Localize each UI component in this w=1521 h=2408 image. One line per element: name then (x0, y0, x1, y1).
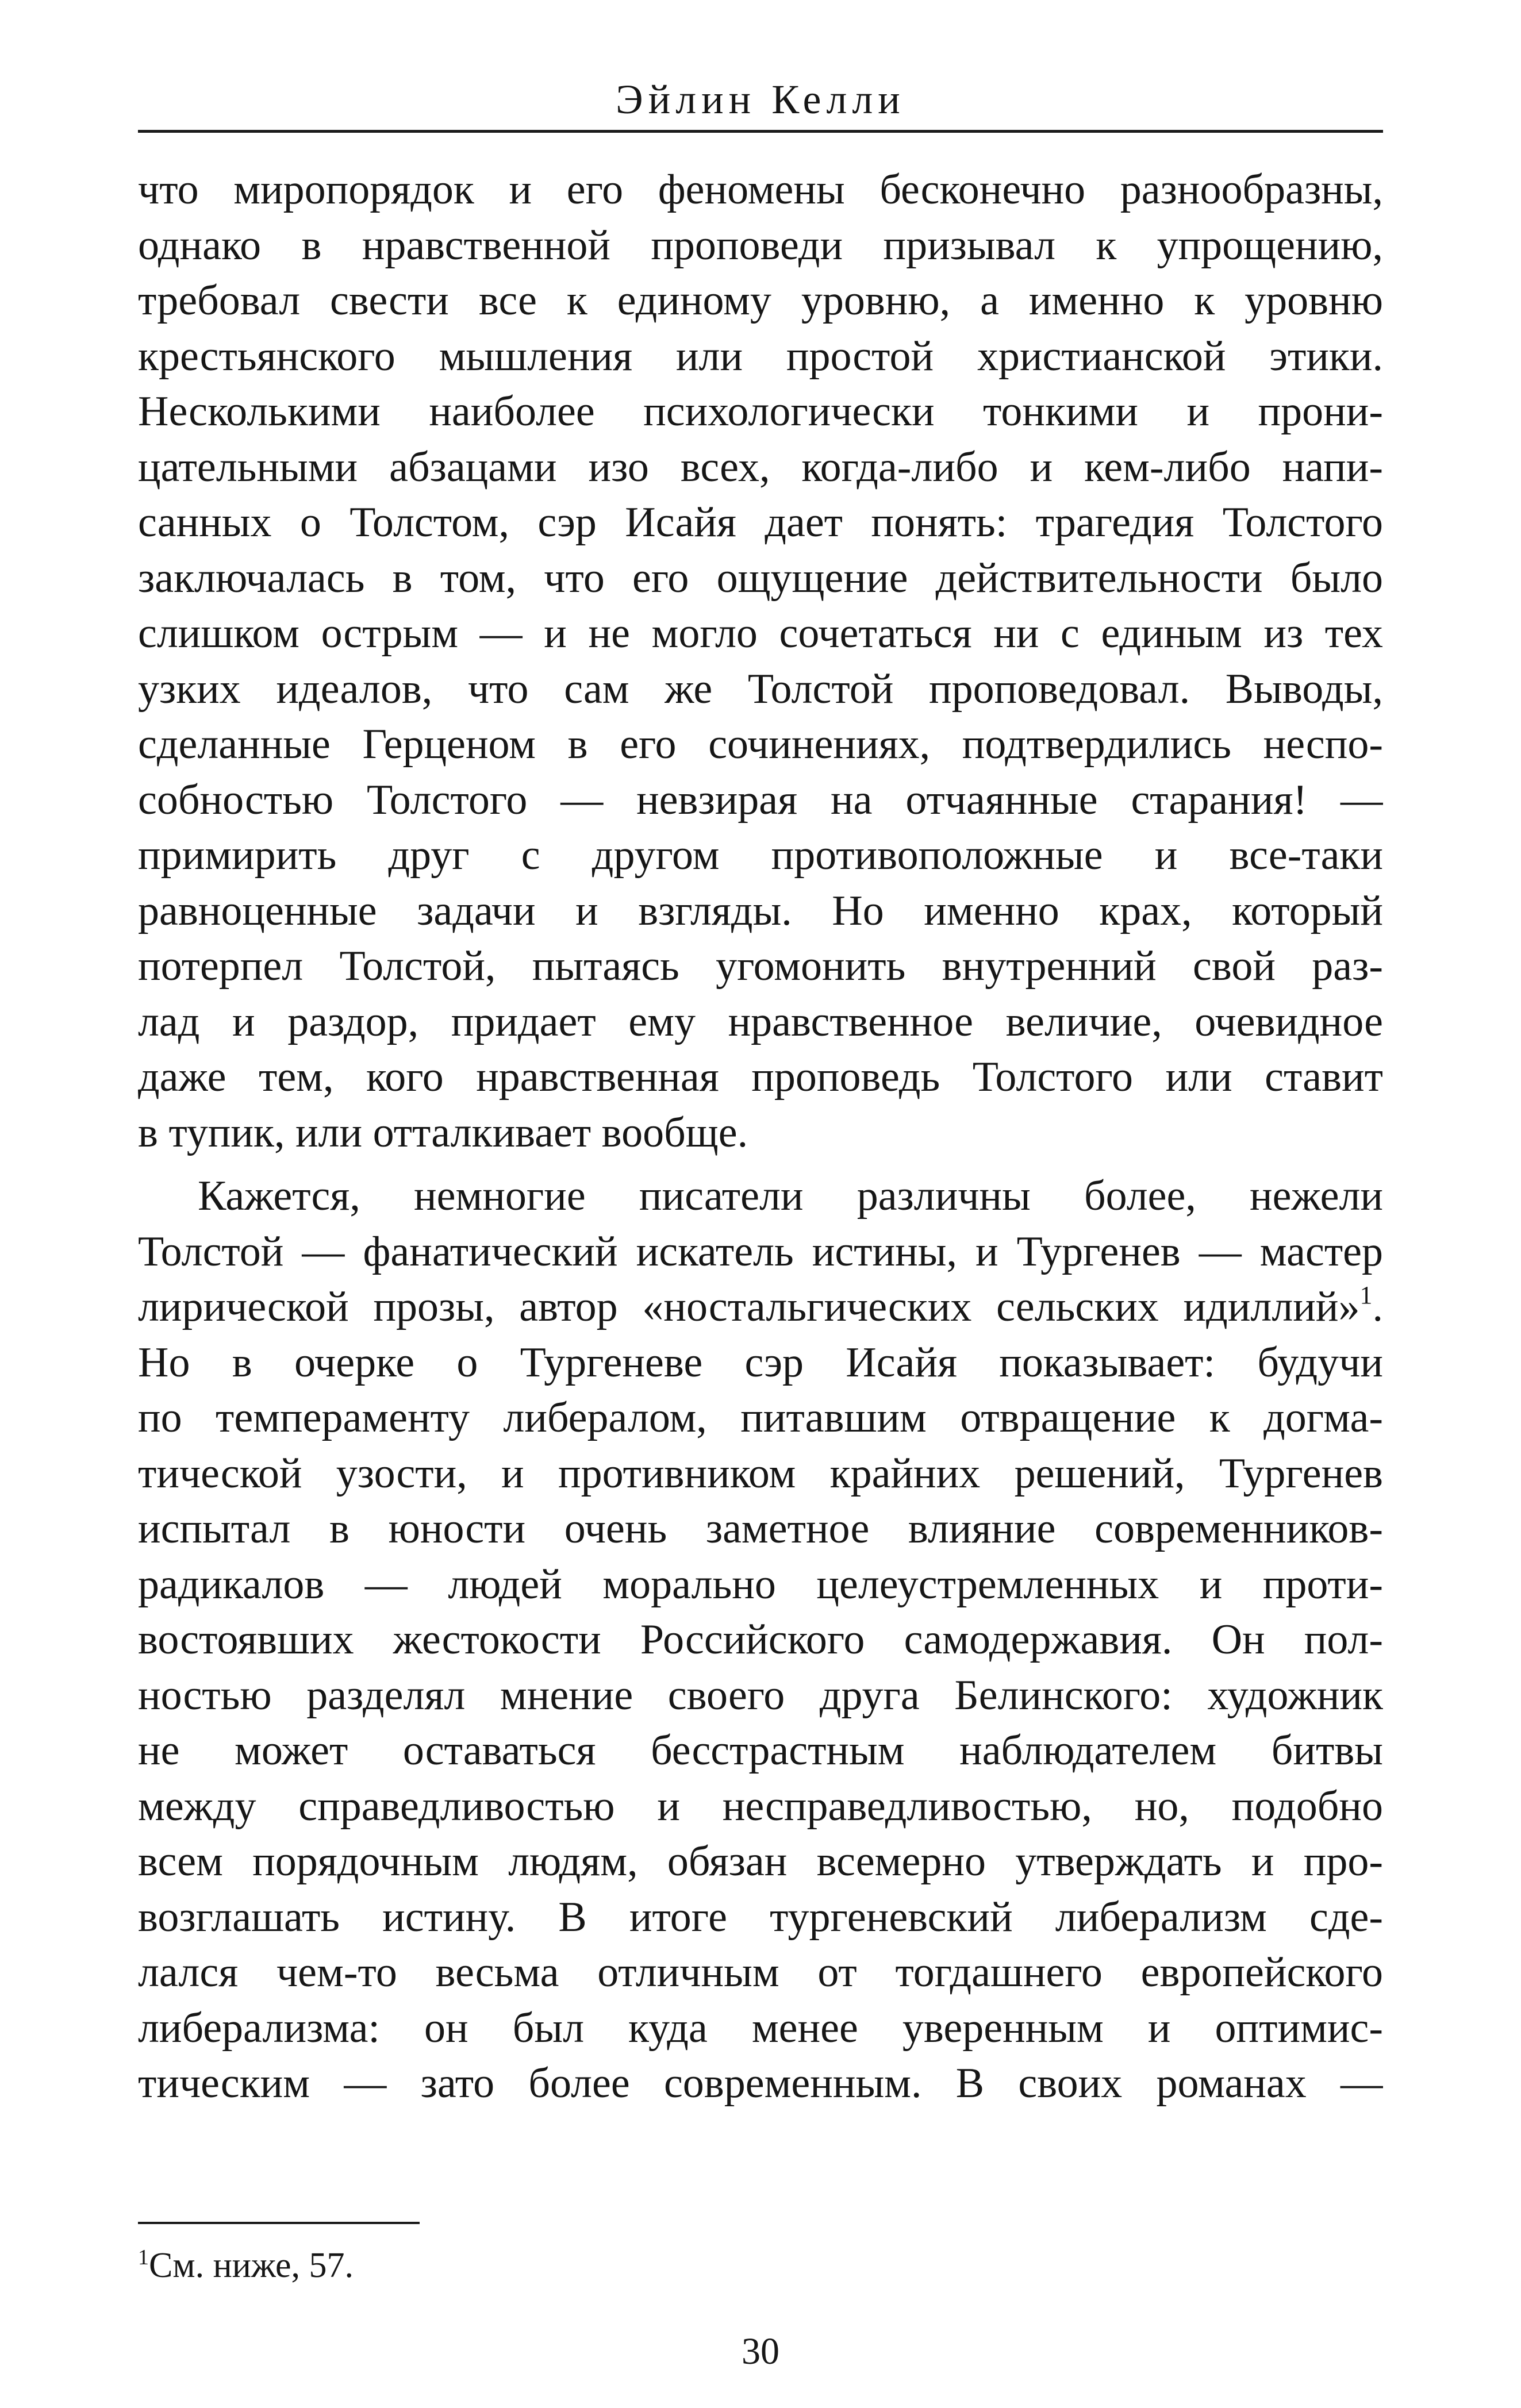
footnote-marker: 1 (138, 2245, 149, 2269)
text-line: собностью Толстого — невзирая на отчаянные старания! — (138, 776, 1383, 824)
text-line: однако в нравственной проповеди призывал к упрощению, (138, 221, 1383, 269)
text-line: санных о Толстом, сэр Исайя дает понять: трагедия Толстого (138, 499, 1383, 546)
text-line: испытал в юности очень заметное влияние современников- (138, 1505, 1383, 1552)
text-line: не может оставаться бесстрастным наблюдателем битвы (138, 1727, 1383, 1774)
text-line: сделанные Герценом в его сочинениях, подтвердились неспо- (138, 721, 1383, 768)
text-line: лался чем-то весьма отличным от тогдашнего европейского (138, 1949, 1383, 1996)
text-line: между справедливостью и несправедливостью, но, подобно (138, 1782, 1383, 1830)
text-line: узких идеалов, что сам же Толстой проповедовал. Выводы, (138, 665, 1383, 713)
header-rule (138, 130, 1383, 133)
paragraph-1 (138, 162, 1383, 1160)
text-line: требовал свести все к единому уровню, а именно к уровню (138, 277, 1383, 324)
text-line: Кажется, немногие писатели различны более, нежели (198, 1172, 1383, 1220)
text-line: радикалов — людей морально целеустремленных и проти- (138, 1560, 1383, 1608)
text-line: по темпераменту либералом, питавшим отвращение к догма- (138, 1394, 1383, 1441)
text-line: что миропорядок и его феномены бесконечно разнообразны, (138, 166, 1383, 213)
text-line (138, 1279, 1383, 1335)
text-line-content: лирической прозы, автор «ностальгических сельских идиллий» (138, 1283, 1360, 1330)
text-line: заключалась в том, что его ощущение действительности было (138, 554, 1383, 602)
running-header-author: Эйлин Келли (616, 76, 905, 122)
text-line: всем порядочным людям, обязан всемерно утверждать и про- (138, 1838, 1383, 1885)
text-line: тической узости, и противником крайних решений, Тургенев (138, 1449, 1383, 1497)
text-line: востоявших жестокости Российского самодержавия. Он пол- (138, 1616, 1383, 1663)
footnote-separator (138, 2222, 420, 2224)
text-line: Несколькими наиболее психологически тонкими и прони- (138, 388, 1383, 435)
text-line: ностью разделял мнение своего друга Белинского: художник (138, 1671, 1383, 1719)
text-line: Но в очерке о Тургеневе сэр Исайя показывает: будучи (138, 1338, 1383, 1386)
text-line: даже тем, кого нравственная проповедь Толстого или ставит (138, 1053, 1383, 1101)
text-line: крестьянского мышления или простой христианской этики. (138, 332, 1383, 380)
text-line: потерпел Толстой, пытаясь угомонить внутренний свой раз- (138, 943, 1383, 990)
text-line: цательными абзацами изо всех, когда-либо и кем-либо напи- (138, 443, 1383, 491)
footnote (138, 2242, 354, 2288)
paragraph-2 (138, 1168, 1383, 2111)
footnote-reference[interactable]: 1 (1359, 1281, 1373, 1309)
body-text (138, 162, 1383, 2111)
page-number: 30 (742, 2330, 779, 2372)
footnote-text: См. ниже, 57. (149, 2246, 354, 2285)
text-line: возглашать истину. В итоге тургеневский либерализм сде- (138, 1893, 1383, 1941)
footnote-reference-tail: . (1372, 1283, 1383, 1330)
paragraph-gap (138, 1160, 1383, 1168)
text-line: лад и раздор, придает ему нравственное величие, очевидное (138, 998, 1383, 1045)
text-line: в тупик, или отталкивает вообще. (138, 1109, 748, 1156)
text-line: примирить друг с другом противоположные и все-таки (138, 832, 1383, 879)
text-line: Толстой — фанатический искатель истины, и Тургенев — мастер (138, 1228, 1383, 1275)
text-line: равноценные задачи и взгляды. Но именно крах, который (138, 887, 1383, 934)
text-line: тическим — зато более современным. В своих романах — (138, 2060, 1383, 2107)
text-line: либерализма: он был куда менее уверенным и оптимис- (138, 2004, 1383, 2052)
text-line: слишком острым — и не могло сочетаться ни с единым из тех (138, 610, 1383, 657)
